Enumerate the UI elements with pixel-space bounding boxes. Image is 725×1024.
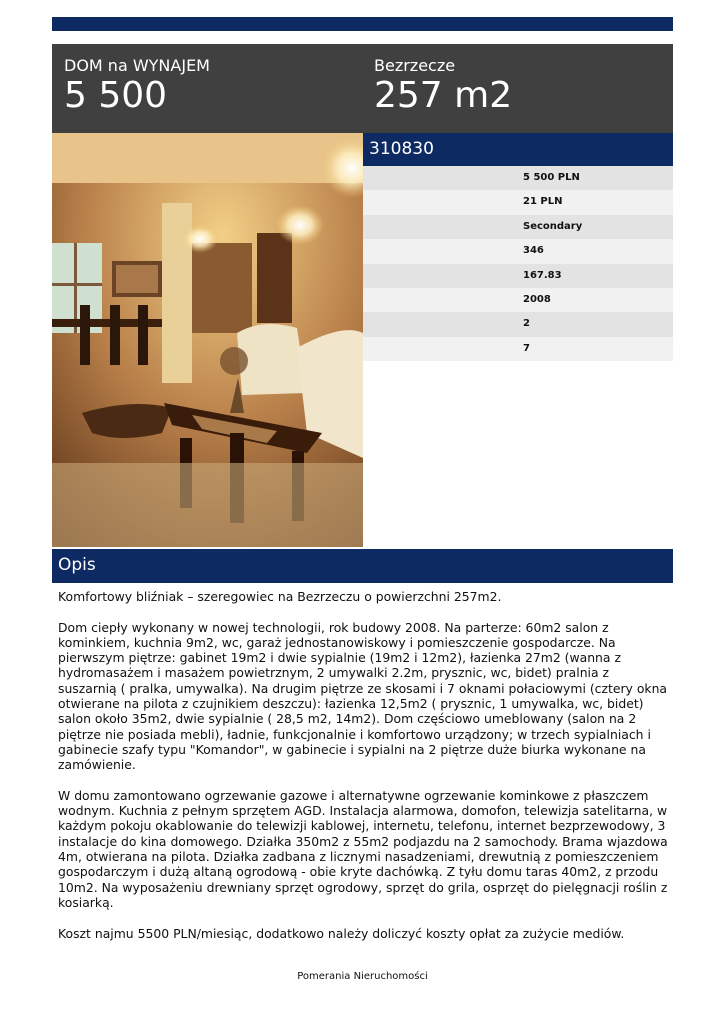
property-type-label: DOM na WYNAJEM <box>64 56 210 75</box>
detail-value: 5 500 PLN <box>523 172 580 183</box>
detail-row <box>363 312 673 336</box>
description-paragraph: W domu zamontowano ogrzewanie gazowe i alternatywne ogrzewanie kominkowe z płaszczem wodnym. Kuchnia z pełnym sprzętem AGD. Instalacja alarmowa, domofon, telewizja satelitarna, w każdym pokoju okablowanie do telewizji kablowej, internetu, telefonu, internet bezprzewodowy, 3 instalacje do kina domowego. Działka 350m2 z 55m2 podjazdu na 2 samochody. Brama wjazdowa 4m, otwierana na pilota. Działka zadbana z licznymi nasadzeniami, drewutnią z pomieszczeniem gospodarczym i dużą altaną ogrodową - obie kryte dachówką. Z tyłu domu taras 40m2, z przodu 10m2. Na wyposażeniu drewniany sprzęt ogrodowy, sprzęt do grila, osprzęt do pielęgnacji roślin z kosiarką. <box>58 787 668 910</box>
detail-row <box>363 288 673 312</box>
description-heading: Opis <box>58 555 96 575</box>
price-value: 5 500 <box>64 75 168 116</box>
description-body <box>58 589 668 956</box>
footer-agency-name: Pomerania Nieruchomości <box>297 971 428 982</box>
detail-value: 21 PLN <box>523 196 563 208</box>
listing-header <box>52 44 673 133</box>
detail-row <box>363 337 673 361</box>
detail-row <box>363 264 673 288</box>
detail-row <box>363 239 673 263</box>
detail-value: 2 <box>523 318 530 330</box>
description-paragraph: Koszt najmu 5500 PLN/miesiąc, dodatkowo należy doliczyć koszty opłat za zużycie mediów. <box>58 925 625 941</box>
top-accent-bar <box>52 17 673 31</box>
detail-row <box>363 190 673 214</box>
detail-value: 167.83 <box>523 269 562 281</box>
area-value: 257 m2 <box>374 75 513 116</box>
detail-value: Secondary <box>523 220 583 232</box>
reference-number: 310830 <box>369 139 434 159</box>
header-right <box>374 56 512 117</box>
details-table <box>363 166 673 361</box>
header-left <box>64 56 210 117</box>
living-room-photo <box>52 133 363 547</box>
living-room-photo-illustration <box>52 133 363 547</box>
detail-row <box>363 166 673 190</box>
description-heading-bar <box>52 549 673 583</box>
detail-value: 7 <box>523 342 530 354</box>
detail-value: 346 <box>523 245 544 257</box>
description-paragraph: Dom ciepły wykonany w nowej technologii, rok budowy 2008. Na parterze: 60m2 salon z kominkiem, kuchnia 9m2, wc, garaż jednostanowiskowy i pomieszczenie gospodarcze. Na pierwszym piętrze: gabinet 19m2 i dwie sypialnie (19m2 i 12m2), łazienka 27m2 (wanna z hydromasażem i masażem powietrznym, 2 umywalki 2.2m, prysznic, wc, bidet) pralnia z suszarnią ( pralka, umywalka). Na drugim piętrze ze skosami i 7 oknami połaciowymi (cztery okna otwierane na pilota z czujnikiem deszczu): łazienka 12,5m2 ( prysznic, 1 umywalka, wc, bidet) salon około 35m2, dwie sypialnie ( 28,5 m2, 14m2). Dom częściowo umeblowany (salon na 2 piętrze nie posiada mebli), ładnie, funkcjonalnie i komfortowo urządzony; w trzech sypialniach i gabinecie szafy typu "Komandor", w gabinecie i sypialni na 2 piętrze duże biurka wykonane na zamówienie. <box>58 619 668 773</box>
reference-bar <box>363 133 673 166</box>
detail-value: 2008 <box>523 293 551 305</box>
location-label: Bezrzecze <box>374 56 456 75</box>
description-paragraph: Komfortowy bliźniak – szeregowiec na Bezrzeczu o powierzchni 257m2. <box>58 589 502 604</box>
detail-row <box>363 215 673 239</box>
